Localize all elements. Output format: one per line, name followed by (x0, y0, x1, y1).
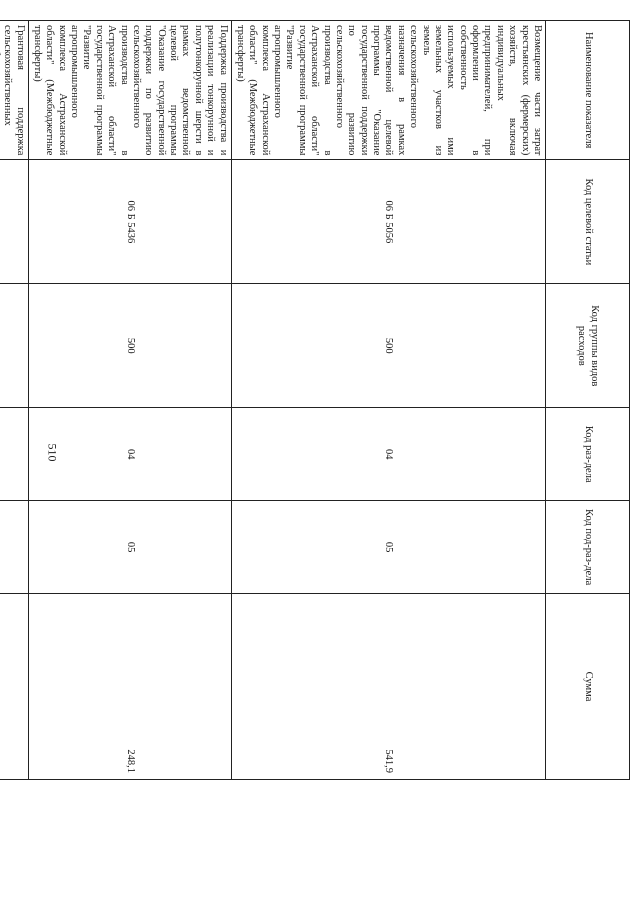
row-amount: 248,1 (28, 594, 231, 780)
row-subsection (0, 501, 28, 594)
row-amount: 541,9 (231, 594, 545, 780)
row-section: 04 (231, 408, 545, 501)
row-section (0, 408, 28, 501)
header-section: Код раз-дела (546, 408, 630, 501)
budget-table (0, 20, 630, 780)
page-number: 510 (45, 443, 60, 462)
row-subsection: 05 (231, 501, 545, 594)
row-expense-group: 500 (28, 284, 231, 408)
row-name: Поддержка производства и реализации тонкорунной и полутонкорунной шерсти в рамках ведомственной целевой программы "Оказание государственной поддержки по развитию сельскохозяйственного производства в Астраханской области" государственной программы "Развитие агропромышленного комплекса Астраханской области" (Межбюджетные трансферты) (28, 21, 231, 160)
header-target-code: Код целевой статьи (546, 160, 630, 284)
header-row (546, 21, 630, 780)
header-amount: Сумма (546, 594, 630, 780)
row-name: Возмещение части затрат крестьянских (фермерских) хозяйств, включая индивидуальных предпринимателей, при оформлении в собственность используемых ими земельных участков из земель сельскохозяйственного назначения в рамках ведомственной целевой программы "Оказание государственной поддержки по развитию сельскохозяйственного производства в Астраханской области" государственной программы "Развитие агропромышленного комплекса Астраханской области" (Межбюджетные трансферты) (231, 21, 545, 160)
row-expense-group (0, 284, 28, 408)
row-name: Грантовая поддержка сельскохозяйственных (0, 21, 28, 160)
header-subsection: Код под-раз-дела (546, 501, 630, 594)
row-target-code (0, 160, 28, 284)
row-subsection: 05 (28, 501, 231, 594)
header-name: Наименование показателя (546, 21, 630, 160)
table-row (231, 21, 545, 780)
row-target-code: 06 Б 5436 (28, 160, 231, 284)
table-row (28, 21, 231, 780)
row-expense-group: 500 (231, 284, 545, 408)
row-section: 04 (28, 408, 231, 501)
row-amount (0, 594, 28, 780)
table-row (0, 21, 28, 780)
header-expense-group: Код группы видов расходов (546, 284, 630, 408)
row-target-code: 06 Б 5056 (231, 160, 545, 284)
